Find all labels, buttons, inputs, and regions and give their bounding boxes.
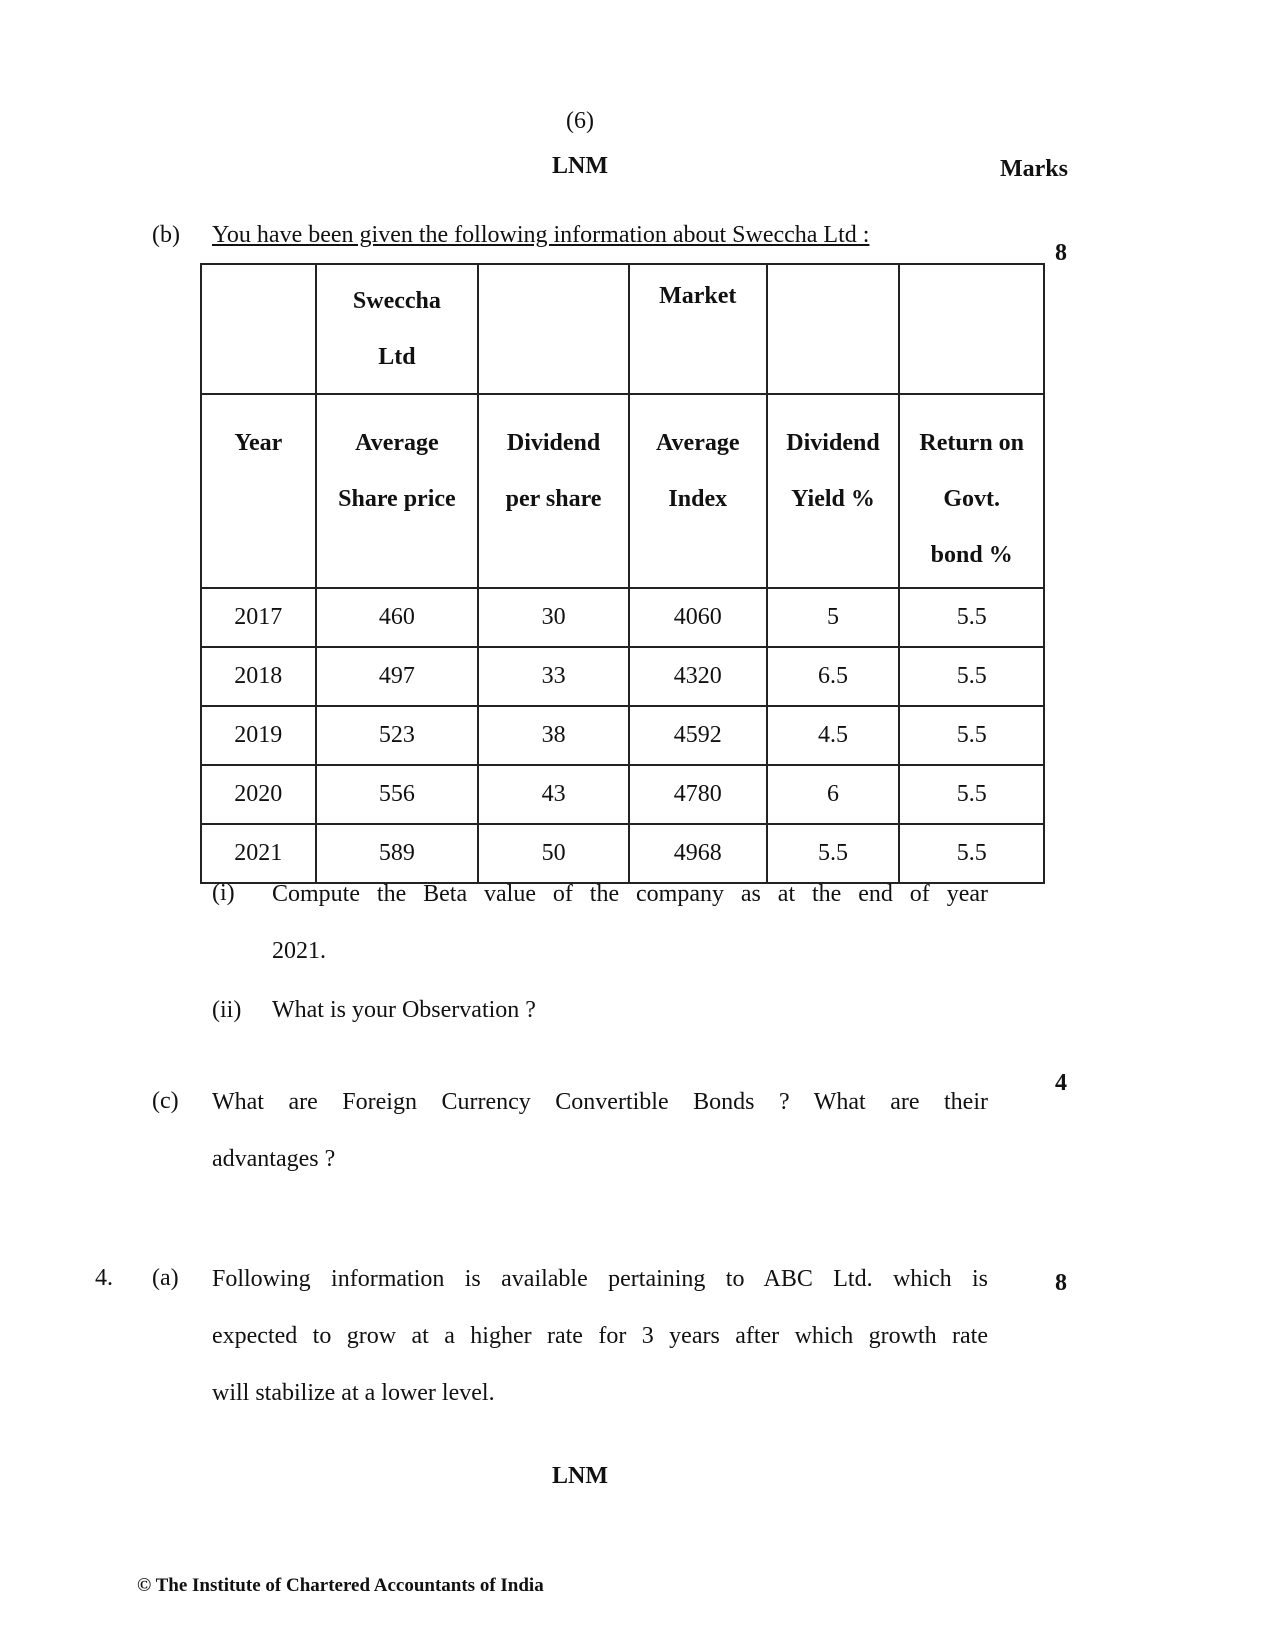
table-header-market-index (629, 394, 767, 588)
table-header-year (201, 394, 316, 588)
table-cell-dividend: 43 (478, 765, 629, 824)
copyright-notice: © The Institute of Chartered Accountants of India (137, 1575, 544, 1596)
q3b-sub-i-line2: 2021. (272, 938, 326, 964)
table-cell-govt-bond: 5.5 (899, 706, 1044, 765)
table-header-dividend (478, 394, 629, 588)
table-cell-yield: 6.5 (767, 647, 900, 706)
table-cell-govt-bond: 5.5 (899, 824, 1044, 883)
q4a-line3: will stabilize at a lower level. (212, 1380, 495, 1406)
q3b-sub-ii-label: (ii) (212, 997, 242, 1023)
table-row (201, 765, 1044, 824)
header-text: Return on (919, 430, 1025, 456)
header-text: Year (234, 430, 283, 456)
table-cell-year: 2017 (201, 588, 316, 647)
table-header-share-price (316, 394, 479, 588)
table-header-row (201, 394, 1044, 588)
q3b-sub-ii-text: What is your Observation ? (272, 997, 536, 1023)
footer-paper-code: LNM (552, 1463, 608, 1489)
header-text: Yield % (791, 486, 875, 512)
table-cell-dividend: 50 (478, 824, 629, 883)
header-text: Index (668, 486, 728, 512)
q4a-line1: Following information is available pertaining to ABC Ltd. which is (212, 1266, 988, 1292)
q3c-line2: advantages ? (212, 1146, 336, 1172)
table-row (201, 588, 1044, 647)
q3c-marks: 4 (1055, 1070, 1067, 1096)
table-cell-share-price: 556 (316, 765, 479, 824)
table-cell-govt-bond: 5.5 (899, 647, 1044, 706)
header-text: per share (505, 486, 602, 512)
table-header-top-row (201, 264, 1044, 394)
header-text: Share price (338, 486, 456, 512)
table-top-header-cell (478, 264, 629, 394)
table-top-header-text: Sweccha Ltd (352, 288, 441, 370)
table-cell-index: 4968 (629, 824, 767, 883)
table-top-header-cell (899, 264, 1044, 394)
table-cell-year: 2020 (201, 765, 316, 824)
table-cell-dividend: 33 (478, 647, 629, 706)
table-cell-yield: 6 (767, 765, 900, 824)
q3b-text: You have been given the following information about Sweccha Ltd : (212, 222, 870, 248)
table-top-header-cell (767, 264, 900, 394)
table-cell-share-price: 589 (316, 824, 479, 883)
table-cell-index: 4592 (629, 706, 767, 765)
header-text: Dividend (506, 430, 601, 456)
sweccha-data-table (200, 263, 1045, 884)
table-cell-govt-bond: 5.5 (899, 588, 1044, 647)
table-header-dividend-yield (767, 394, 900, 588)
header-text: Dividend (786, 430, 880, 456)
table-cell-govt-bond: 5.5 (899, 765, 1044, 824)
table-cell-yield: 5 (767, 588, 900, 647)
table-cell-year: 2019 (201, 706, 316, 765)
table-top-header-cell: Market (629, 264, 767, 394)
table-row (201, 706, 1044, 765)
table-top-header-cell (201, 264, 316, 394)
paper-code: LNM (552, 153, 608, 179)
header-text: Average (355, 430, 439, 456)
table-cell-dividend: 30 (478, 588, 629, 647)
page-number: (6) (566, 108, 594, 134)
q3c-label: (c) (152, 1088, 179, 1114)
table-row (201, 647, 1044, 706)
marks-heading: Marks (1000, 156, 1068, 182)
header-text: bond % (930, 542, 1013, 568)
q3b-sub-i-line1: Compute the Beta value of the company as at the end of year (272, 881, 988, 907)
table-cell-share-price: 460 (316, 588, 479, 647)
header-text: Average (655, 430, 740, 456)
table-header-govt-bond (899, 394, 1044, 588)
table-cell-index: 4320 (629, 647, 767, 706)
q4-number: 4. (95, 1265, 113, 1291)
q4a-marks: 8 (1055, 1270, 1067, 1296)
table-cell-index: 4060 (629, 588, 767, 647)
q4a-line2: expected to grow at a higher rate for 3 years after which growth rate (212, 1323, 988, 1349)
q3b-marks: 8 (1055, 240, 1067, 266)
table-top-header-cell (316, 264, 479, 394)
table-cell-dividend: 38 (478, 706, 629, 765)
table-cell-yield: 5.5 (767, 824, 900, 883)
q3b-sub-i-label: (i) (212, 880, 235, 906)
table-cell-index: 4780 (629, 765, 767, 824)
table-cell-yield: 4.5 (767, 706, 900, 765)
table-cell-year: 2018 (201, 647, 316, 706)
q3c-line1: What are Foreign Currency Convertible Bonds ? What are their (212, 1089, 988, 1115)
table-cell-share-price: 523 (316, 706, 479, 765)
q3b-label: (b) (152, 222, 180, 248)
table-cell-year: 2021 (201, 824, 316, 883)
header-text: Govt. (943, 486, 1001, 512)
table-cell-share-price: 497 (316, 647, 479, 706)
q4a-label: (a) (152, 1265, 179, 1291)
